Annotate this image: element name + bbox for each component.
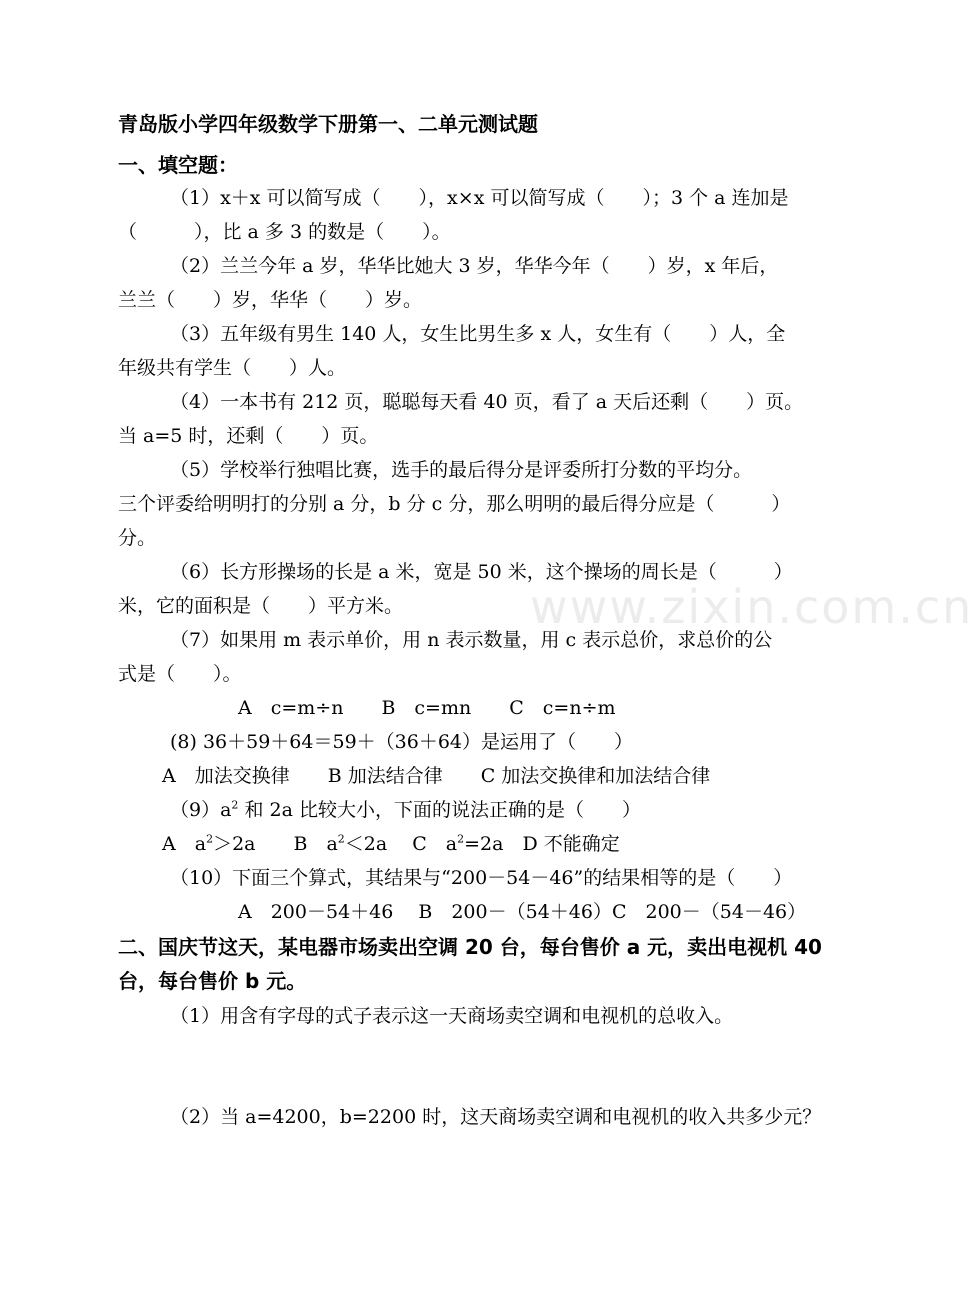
q6-line-2: 米，它的面积是（ ）平方米。 (118, 595, 404, 617)
watermark: www.zixin.com.cn (530, 580, 973, 634)
q5-line-3: 分。 (118, 527, 157, 549)
q9-option-a: A a (162, 833, 207, 855)
q3-line-2: 年级共有学生（ ）人。 (118, 357, 347, 379)
q5-line-2: 三个评委给明明打的分别 a 分，b 分 c 分，那么明明的最后得分应是（ ） (118, 493, 791, 515)
section-1-heading: 一、填空题： (118, 153, 238, 177)
section-2-question-1: （1）用含有字母的式子表示这一天商场卖空调和电视机的总收入。 (170, 1005, 734, 1027)
q1-line-1: （1）x＋x 可以简写成（ ），x×x 可以简写成（ ）；3 个 a 连加是 (170, 187, 789, 209)
q9-text-b: 和 2a 比较大小，下面的说法正确的是（ ） (238, 799, 641, 821)
q9-options (162, 831, 620, 857)
q7-line-1: （7）如果用 m 表示单价，用 n 表示数量，用 c 表示总价，求总价的公 (170, 629, 773, 651)
section-2-heading-line-1: 二、国庆节这天，某电器市场卖出空调 20 台，每台售价 a 元，卖出电视机 40 (118, 935, 822, 959)
q5-line-1: （5）学校举行独唱比赛，选手的最后得分是评委所打分数的平均分。 (170, 459, 753, 481)
q2-line-1: （2）兰兰今年 a 岁，华华比她大 3 岁，华华今年（ ）岁，x 年后， (170, 255, 779, 277)
q6-line-1: （6）长方形操场的长是 a 米，宽是 50 米，这个操场的周长是（ ） (170, 561, 793, 583)
q10-options: A 200－54＋46 B 200－（54＋46）C 200－（54－46） (238, 901, 807, 923)
q9-option-c-sup: 2 (457, 832, 465, 846)
q1-line-2: （ ），比 a 多 3 的数是（ ）。 (118, 221, 451, 243)
q8-line: (8) 36＋59＋64＝59＋（36＋64）是运用了（ ） (170, 731, 634, 753)
q10-line: （10）下面三个算式，其结果与“200－54－46”的结果相等的是（ ） (170, 867, 793, 889)
q9-line (170, 797, 641, 823)
q9-text-a: （9）a (170, 799, 232, 821)
q9-option-a-sup: 2 (206, 832, 214, 846)
section-2-question-2: （2）当 a=4200，b=2200 时，这天商场卖空调和电视机的收入共多少元？ (170, 1106, 822, 1128)
q2-line-2: 兰兰（ ）岁，华华（ ）岁。 (118, 289, 423, 311)
q3-line-1: （3）五年级有男生 140 人，女生比男生多 x 人，女生有（ ）人，全 (170, 323, 786, 345)
q9-option-c: ＜2a C a (344, 833, 458, 855)
q9-option-d: =2a D 不能确定 (464, 833, 620, 855)
q9-option-b-sup: 2 (337, 832, 345, 846)
q4-line-1: （4）一本书有 212 页，聪聪每天看 40 页，看了 a 天后还剩（ ）页。 (170, 391, 804, 413)
document-title: 青岛版小学四年级数学下册第一、二单元测试题 (118, 112, 538, 136)
q8-options: A 加法交换律 B 加法结合律 C 加法交换律和加法结合律 (162, 765, 711, 787)
q4-line-2: 当 a=5 时，还剩（ ）页。 (118, 425, 379, 447)
q7-options: A c=m÷n B c=mn C c=n÷m (238, 697, 616, 719)
section-2-heading-line-2: 台，每台售价 b 元。 (118, 969, 307, 993)
q9-superscript: 2 (231, 798, 239, 812)
q7-line-2: 式是（ ）。 (118, 663, 242, 685)
q9-option-b: ＞2a B a (213, 833, 338, 855)
